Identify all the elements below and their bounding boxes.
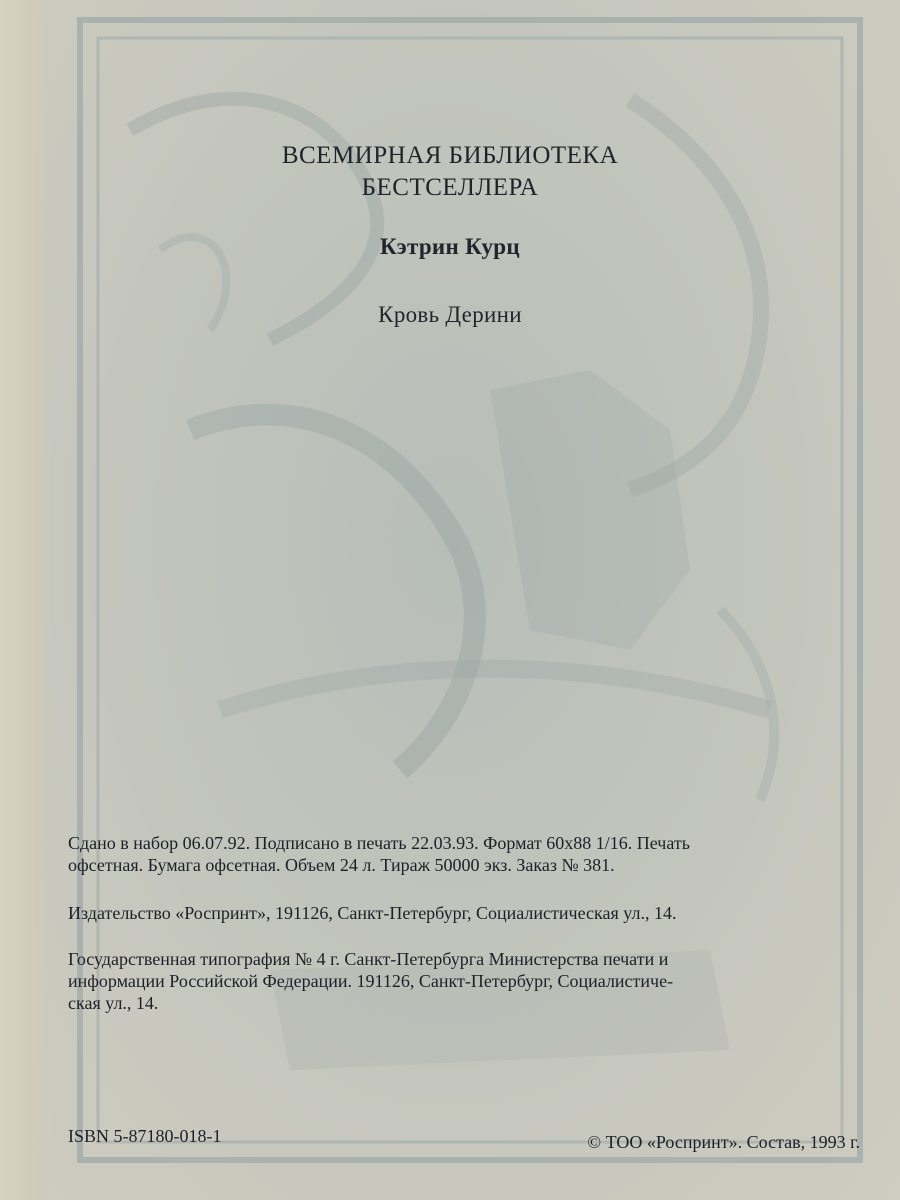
title-block <box>0 140 900 328</box>
printer-info-line-1: Государственная типография № 4 г. Санкт-Петербурга Министерства печати и <box>68 949 669 969</box>
author-name: Кэтрин Курц <box>380 234 520 259</box>
printer-info-line-3: ская ул., 14. <box>68 993 159 1013</box>
book-title: Кровь Дерини <box>378 302 522 327</box>
print-details <box>68 832 860 876</box>
printer-info-line-2: информации Российской Федерации. 191126, Санкт-Петербург, Социалистиче- <box>68 971 674 991</box>
series-title <box>0 140 900 204</box>
copyright-notice: © ТОО «Роспринт». Состав, 1993 г. <box>587 1132 860 1152</box>
print-details-line-2: офсетная. Бумага офсетная. Объем 24 л. Тираж 50000 экз. Заказ № 381. <box>68 855 615 875</box>
print-details-line-1: Сдано в набор 06.07.92. Подписано в печать 22.03.93. Формат 60x88 1/16. Печать <box>68 833 690 853</box>
isbn: ISBN 5-87180-018-1 <box>68 1126 222 1146</box>
publisher-info: Издательство «Роспринт», 191126, Санкт-Петербург, Социалистическая ул., 14. <box>68 903 677 923</box>
series-title-line-1: ВСЕМИРНАЯ БИБЛИОТЕКА <box>281 142 619 169</box>
series-title-line-2: БЕСТСЕЛЛЕРА <box>361 174 539 201</box>
printer-info <box>68 948 860 1014</box>
